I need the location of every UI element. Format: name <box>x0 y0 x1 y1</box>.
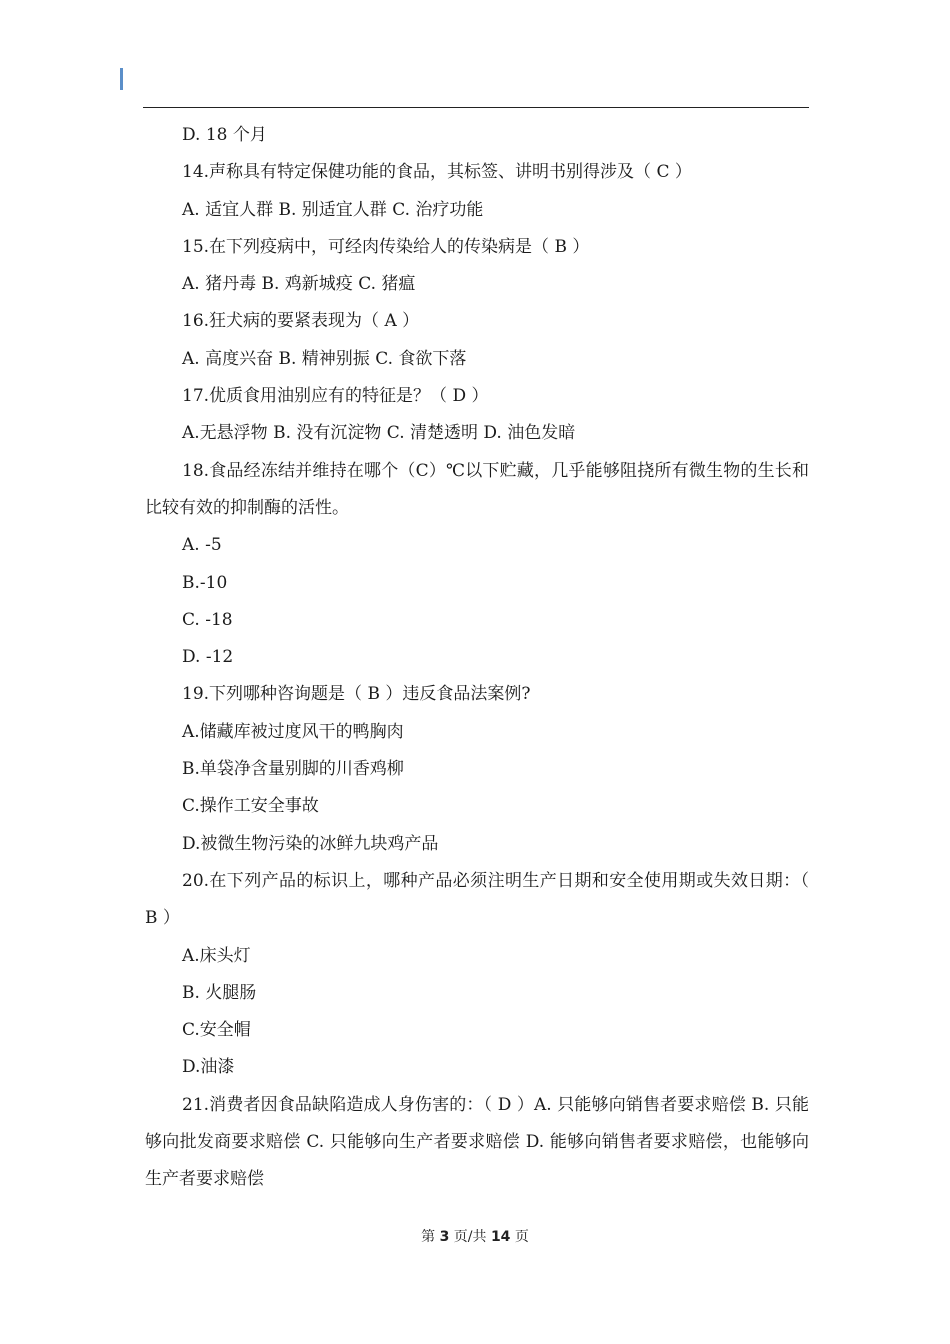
text-line: A.无悬浮物 B. 没有沉淀物 C. 清楚透明 D. 油色发暗 <box>182 423 576 444</box>
text-line: A.储藏库被过度风干的鸭胸肉 <box>182 721 404 742</box>
text-line: A.床头灯 <box>182 945 251 966</box>
text-line: D.被微生物污染的冰鲜九块鸡产品 <box>182 833 439 854</box>
text-line: D. 18 个月 <box>182 125 267 145</box>
text-line: A. 适宜人群 B. 别适宜人群 C. 治疗功能 <box>182 199 484 220</box>
text-line: C.安全帽 <box>182 1020 251 1041</box>
text-line: D. -12 <box>182 647 234 668</box>
question-paragraph: 18.食品经冻结并维持在哪个（C）℃以下贮藏，几乎能够阻挠所有微生物的生长和比较有效的抑制酶的活性。 <box>145 460 809 518</box>
text-line: B.单袋净含量别脚的川香鸡柳 <box>182 759 404 780</box>
text-line: A. 高度兴奋 B. 精神别振 C. 食欲下落 <box>182 348 467 369</box>
footer-total-pages: 14 <box>490 1229 511 1245</box>
footer-suffix: 页 <box>514 1229 529 1245</box>
text-line: A. -5 <box>182 535 222 556</box>
text-line: D.油漆 <box>182 1057 235 1078</box>
question-paragraph: 21.消费者因食品缺陷造成人身伤害的：（ D ）A. 只能够向销售者要求赔偿 B. 只能够向批发商要求赔偿 C. 只能够向生产者要求赔偿 D. 能够向销售者要求赔偿，也能够向生产者要求赔偿 <box>145 1094 809 1190</box>
text-line: B. 火腿肠 <box>182 982 257 1003</box>
header-rule <box>143 107 809 108</box>
text-line: B.-10 <box>182 572 228 593</box>
page-body <box>145 117 809 1199</box>
text-line: 14.声称具有特定保健功能的食品，其标签、讲明书别得涉及（ C ） <box>182 162 692 183</box>
footer-current-page: 3 <box>439 1229 450 1245</box>
text-line: A. 猪丹毒 B. 鸡新城疫 C. 猪瘟 <box>182 274 416 295</box>
footer-middle: 页/共 <box>453 1229 487 1245</box>
header-corner-mark <box>120 68 123 90</box>
question-paragraph: 20.在下列产品的标识上，哪种产品必须注明生产日期和安全使用期或失效日期：（ B ） <box>145 870 809 929</box>
footer-prefix: 第 <box>421 1229 436 1245</box>
text-line: C.操作工安全事故 <box>182 796 319 817</box>
page-footer <box>0 1226 950 1246</box>
text-line: C. -18 <box>182 609 233 630</box>
text-line: 15.在下列疫病中，可经肉传染给人的传染病是（ B ） <box>182 236 590 257</box>
text-line: 17.优质食用油别应有的特征是？（ D ） <box>182 386 489 407</box>
text-line: 19.下列哪种咨询题是（ B ）违反食品法案例? <box>182 684 531 705</box>
text-line: 16.狂犬病的要紧表现为（ A ） <box>182 311 420 332</box>
